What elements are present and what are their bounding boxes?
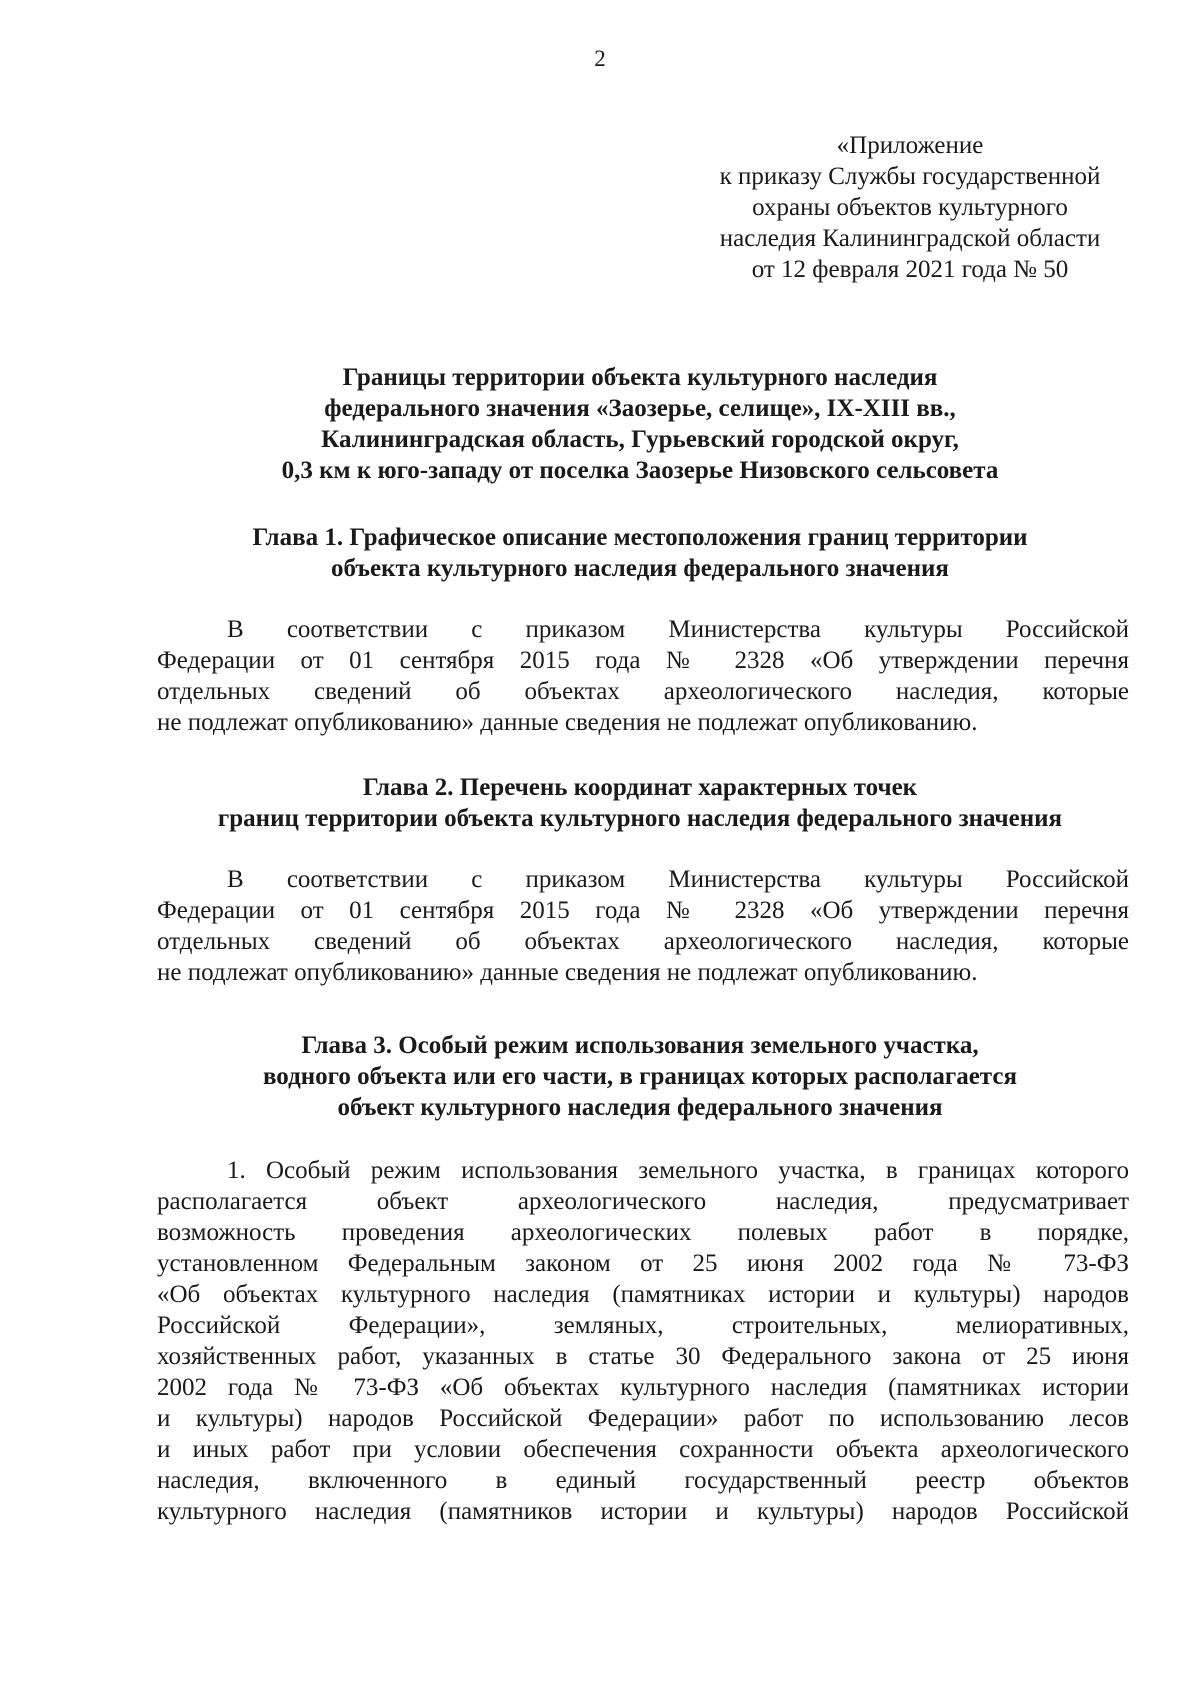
- text-line: «Об объектах культурного наследия (памятниках истории и культуры) народов: [157, 1281, 1129, 1308]
- appendix-header: [690, 130, 1130, 285]
- page-number: 2: [594, 46, 606, 71]
- text-line: установленном Федеральным законом от 25 июня 2002 года № 73-ФЗ: [157, 1250, 1129, 1277]
- chapter-3-heading: [150, 1030, 1130, 1123]
- text-line: культурного наследия (памятников истории и культуры) народов Российской: [157, 1498, 1129, 1525]
- appendix-line: «Приложение: [836, 132, 984, 159]
- title-line: федерального значения «Заозерье, селище», IX-XIII вв.,: [324, 395, 956, 422]
- text-line: 2002 года № 73-ФЗ «Об объектах культурного наследия (памятниках истории: [157, 1374, 1129, 1401]
- text-line: 1. Особый режим использования земельного участка, в границах которого: [227, 1157, 1129, 1184]
- text-line: не подлежат опубликованию» данные сведения не подлежат опубликованию.: [157, 709, 978, 736]
- heading-line: объекта культурного наследия федерального значения: [331, 555, 949, 582]
- heading-line: Глава 3. Особый режим использования земельного участка,: [301, 1032, 979, 1059]
- chapter-2-heading: [150, 772, 1130, 834]
- appendix-line: от 12 февраля 2021 года № 50: [751, 256, 1069, 283]
- chapter-1-text: [157, 614, 1129, 738]
- heading-line: Глава 1. Графическое описание местоположения границ территории: [252, 524, 1028, 551]
- appendix-line: к приказу Службы государственной: [719, 163, 1101, 190]
- title-line: Калининградская область, Гурьевский городской округ,: [321, 426, 959, 453]
- heading-line: водного объекта или его части, в границах которых располагается: [262, 1063, 1018, 1090]
- chapter-2-text: [157, 864, 1129, 988]
- text-line: располагается объект археологического наследия, предусматривает: [157, 1188, 1129, 1215]
- text-line: Федерации от 01 сентября 2015 года № 2328 «Об утверждении перечня: [157, 647, 1129, 674]
- text-line: В соответствии с приказом Министерства культуры Российской: [227, 866, 1129, 893]
- appendix-line: наследия Калининградской области: [719, 225, 1101, 252]
- chapter-3-text: [157, 1155, 1129, 1527]
- appendix-line: охраны объектов культурного: [752, 194, 1068, 221]
- document-title: [150, 362, 1130, 486]
- text-line: В соответствии с приказом Министерства культуры Российской: [227, 616, 1129, 643]
- text-line: и иных работ при условии обеспечения сохранности объекта археологического: [157, 1436, 1129, 1463]
- text-line: Российской Федерации», земляных, строительных, мелиоративных,: [157, 1312, 1129, 1339]
- text-line: отдельных сведений об объектах археологического наследия, которые: [157, 928, 1129, 955]
- title-line: 0,3 км к юго-западу от поселка Заозерье Низовского сельсовета: [281, 457, 999, 484]
- heading-line: Глава 2. Перечень координат характерных точек: [362, 774, 918, 801]
- text-line: не подлежат опубликованию» данные сведения не подлежат опубликованию.: [157, 959, 978, 986]
- heading-line: границ территории объекта культурного наследия федерального значения: [217, 805, 1063, 832]
- heading-line: объект культурного наследия федерального значения: [337, 1094, 943, 1121]
- text-line: и культуры) народов Российской Федерации» работ по использованию лесов: [157, 1405, 1129, 1432]
- text-line: возможность проведения археологических полевых работ в порядке,: [157, 1219, 1129, 1246]
- text-line: хозяйственных работ, указанных в статье 30 Федерального закона от 25 июня: [157, 1343, 1129, 1370]
- title-line: Границы территории объекта культурного наследия: [342, 364, 938, 391]
- chapter-1-heading: [150, 522, 1130, 584]
- text-line: Федерации от 01 сентября 2015 года № 2328 «Об утверждении перечня: [157, 897, 1129, 924]
- text-line: отдельных сведений об объектах археологического наследия, которые: [157, 678, 1129, 705]
- text-line: наследия, включенного в единый государственный реестр объектов: [157, 1467, 1129, 1494]
